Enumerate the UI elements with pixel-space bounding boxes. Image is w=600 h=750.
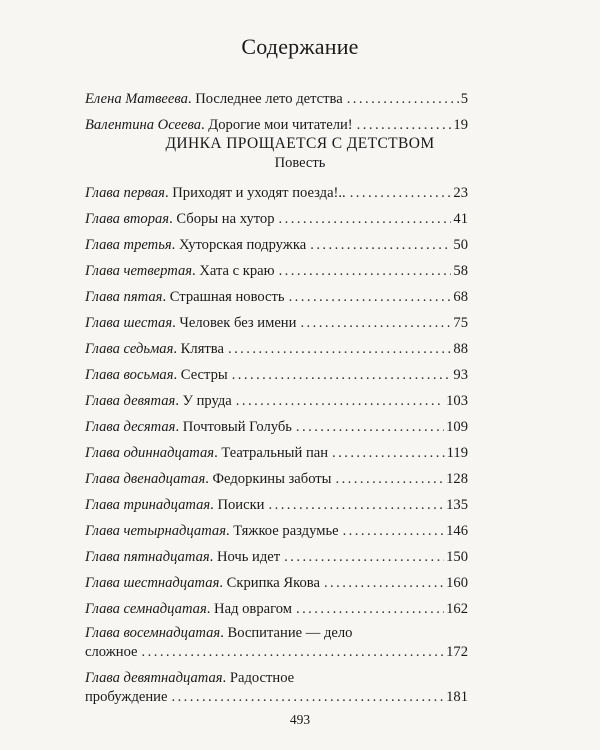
page-ref: 41 xyxy=(453,211,468,227)
leader-dots xyxy=(171,688,444,707)
section-title: ДИНКА ПРОЩАЕТСЯ С ДЕТСТВОМ xyxy=(165,135,435,152)
chapter-label: Глава девятая xyxy=(85,393,176,409)
page-ref: 162 xyxy=(446,601,468,617)
page-ref: 5 xyxy=(460,91,468,107)
chapter-title: . Воспитание — дело xyxy=(220,625,353,641)
chapter-title: . Хуторская подружка xyxy=(171,237,307,253)
leader-dots xyxy=(357,116,452,135)
toc-entry[interactable] xyxy=(85,307,468,333)
page-ref: 58 xyxy=(453,263,468,279)
page-ref: 150 xyxy=(446,549,468,565)
toc-entry[interactable] xyxy=(85,385,468,411)
chapter-title: . Федоркины заботы xyxy=(205,471,332,487)
page-ref: 68 xyxy=(453,289,468,305)
chapter-label: Глава восемнадцатая xyxy=(85,625,221,641)
toc-entry[interactable] xyxy=(85,229,468,255)
leader-dots xyxy=(347,90,459,109)
intro-list xyxy=(85,83,468,135)
chapter-title: . Тяжкое раздумье xyxy=(226,523,339,539)
chapter-title: . Сестры xyxy=(173,367,228,383)
chapter-title: . Хата с краю xyxy=(192,263,275,279)
chapter-label: Глава четвертая xyxy=(85,263,193,279)
toc-entry[interactable] xyxy=(85,411,468,437)
chapter-label: Глава шестая xyxy=(85,315,173,331)
leader-dots xyxy=(296,418,444,437)
chapter-label: Глава одиннадцатая xyxy=(85,445,215,461)
leader-dots xyxy=(269,496,445,515)
chapter-title: . Театральный пан xyxy=(214,445,329,461)
chapter-label: Глава вторая xyxy=(85,211,170,227)
leader-dots xyxy=(324,574,444,593)
chapter-label: Глава пятая xyxy=(85,289,163,305)
chapter-title: . Скрипка Якова xyxy=(219,575,320,591)
leader-dots xyxy=(310,236,451,255)
chapter-label: Глава седьмая xyxy=(85,341,174,357)
page-ref: 103 xyxy=(446,393,468,409)
author-name: Елена Матвеева xyxy=(85,91,188,107)
leader-dots xyxy=(300,314,451,333)
section-subtitle: Повесть xyxy=(274,155,326,171)
toc-entry[interactable] xyxy=(85,255,468,281)
leader-dots xyxy=(279,210,452,229)
leader-dots xyxy=(284,548,444,567)
chapter-title: . Почтовый Голубь xyxy=(175,419,292,435)
chapter-label: Глава шестнадцатая xyxy=(85,575,220,591)
chapter-title: . Страшная новость xyxy=(162,289,285,305)
toc-entry[interactable] xyxy=(85,437,468,463)
leader-dots xyxy=(343,522,445,541)
toc-entry[interactable] xyxy=(85,83,468,109)
page-ref: 23 xyxy=(453,185,468,201)
page-ref: 128 xyxy=(446,471,468,487)
leader-dots xyxy=(289,288,452,307)
leader-dots xyxy=(142,643,445,662)
toc-entry[interactable] xyxy=(85,109,468,135)
toc-entry[interactable] xyxy=(85,203,468,229)
chapter-title: . Поиски xyxy=(210,497,265,513)
page-ref: 93 xyxy=(453,367,468,383)
toc-entry[interactable] xyxy=(85,177,468,203)
leader-dots xyxy=(350,184,452,203)
page-ref: 19 xyxy=(453,117,468,133)
page-ref: 109 xyxy=(446,419,468,435)
chapter-title: . У пруда xyxy=(175,393,232,409)
toc-entry[interactable] xyxy=(85,619,468,664)
page-ref: 135 xyxy=(446,497,468,513)
chapter-list xyxy=(85,177,468,709)
chapter-title: . Ночь идет xyxy=(209,549,281,565)
toc-entry[interactable] xyxy=(85,281,468,307)
chapter-label: Глава восьмая xyxy=(85,367,174,383)
entry-title: . Дорогие мои читатели! xyxy=(201,117,353,133)
chapter-title: . Сборы на хутор xyxy=(169,211,275,227)
toc-entry[interactable] xyxy=(85,664,468,709)
chapter-label: Глава тринадцатая xyxy=(85,497,211,513)
toc-entry[interactable] xyxy=(85,489,468,515)
page-ref: 181 xyxy=(446,689,468,705)
toc-entry[interactable] xyxy=(85,567,468,593)
entry-title: . Последнее лето детства xyxy=(187,91,343,107)
leader-dots xyxy=(279,262,452,281)
chapter-title: . Человек без имени xyxy=(172,315,297,331)
leader-dots xyxy=(232,366,452,385)
chapter-title: . Клятва xyxy=(173,341,224,357)
chapter-title: . Над оврагом xyxy=(206,601,292,617)
leader-dots xyxy=(332,444,445,463)
leader-dots xyxy=(335,470,444,489)
chapter-label: Глава первая xyxy=(85,185,165,201)
leader-dots xyxy=(296,600,444,619)
toc-entry[interactable] xyxy=(85,593,468,619)
chapter-label: Глава двенадцатая xyxy=(85,471,206,487)
leader-dots xyxy=(236,392,444,411)
chapter-label: Глава четырнадцатая xyxy=(85,523,226,539)
page-ref: 119 xyxy=(446,445,468,461)
toc-entry[interactable] xyxy=(85,359,468,385)
author-name: Валентина Осеева xyxy=(85,117,201,133)
chapter-title-cont: пробуждение xyxy=(85,689,168,705)
page-title: Содержание xyxy=(241,34,359,59)
toc-entry[interactable] xyxy=(85,515,468,541)
chapter-title: . Радостное xyxy=(222,670,295,686)
chapter-label: Глава третья xyxy=(85,237,172,253)
page-number: 493 xyxy=(289,712,311,727)
page-ref: 50 xyxy=(453,237,468,253)
chapter-title-cont: сложное xyxy=(85,644,138,660)
chapter-label: Глава пятнадцатая xyxy=(85,549,210,565)
page-ref: 75 xyxy=(453,315,468,331)
chapter-title: . Приходят и уходят поезда!.. xyxy=(164,185,346,201)
leader-dots xyxy=(228,340,451,359)
toc-entry[interactable] xyxy=(85,463,468,489)
chapter-label: Глава семнадцатая xyxy=(85,601,207,617)
chapter-label: Глава девятнадцатая xyxy=(85,670,223,686)
page-ref: 172 xyxy=(446,644,468,660)
toc-entry[interactable] xyxy=(85,541,468,567)
page-ref: 88 xyxy=(453,341,468,357)
page-ref: 146 xyxy=(446,523,468,539)
toc-entry[interactable] xyxy=(85,333,468,359)
page-ref: 160 xyxy=(446,575,468,591)
chapter-label: Глава десятая xyxy=(85,419,176,435)
